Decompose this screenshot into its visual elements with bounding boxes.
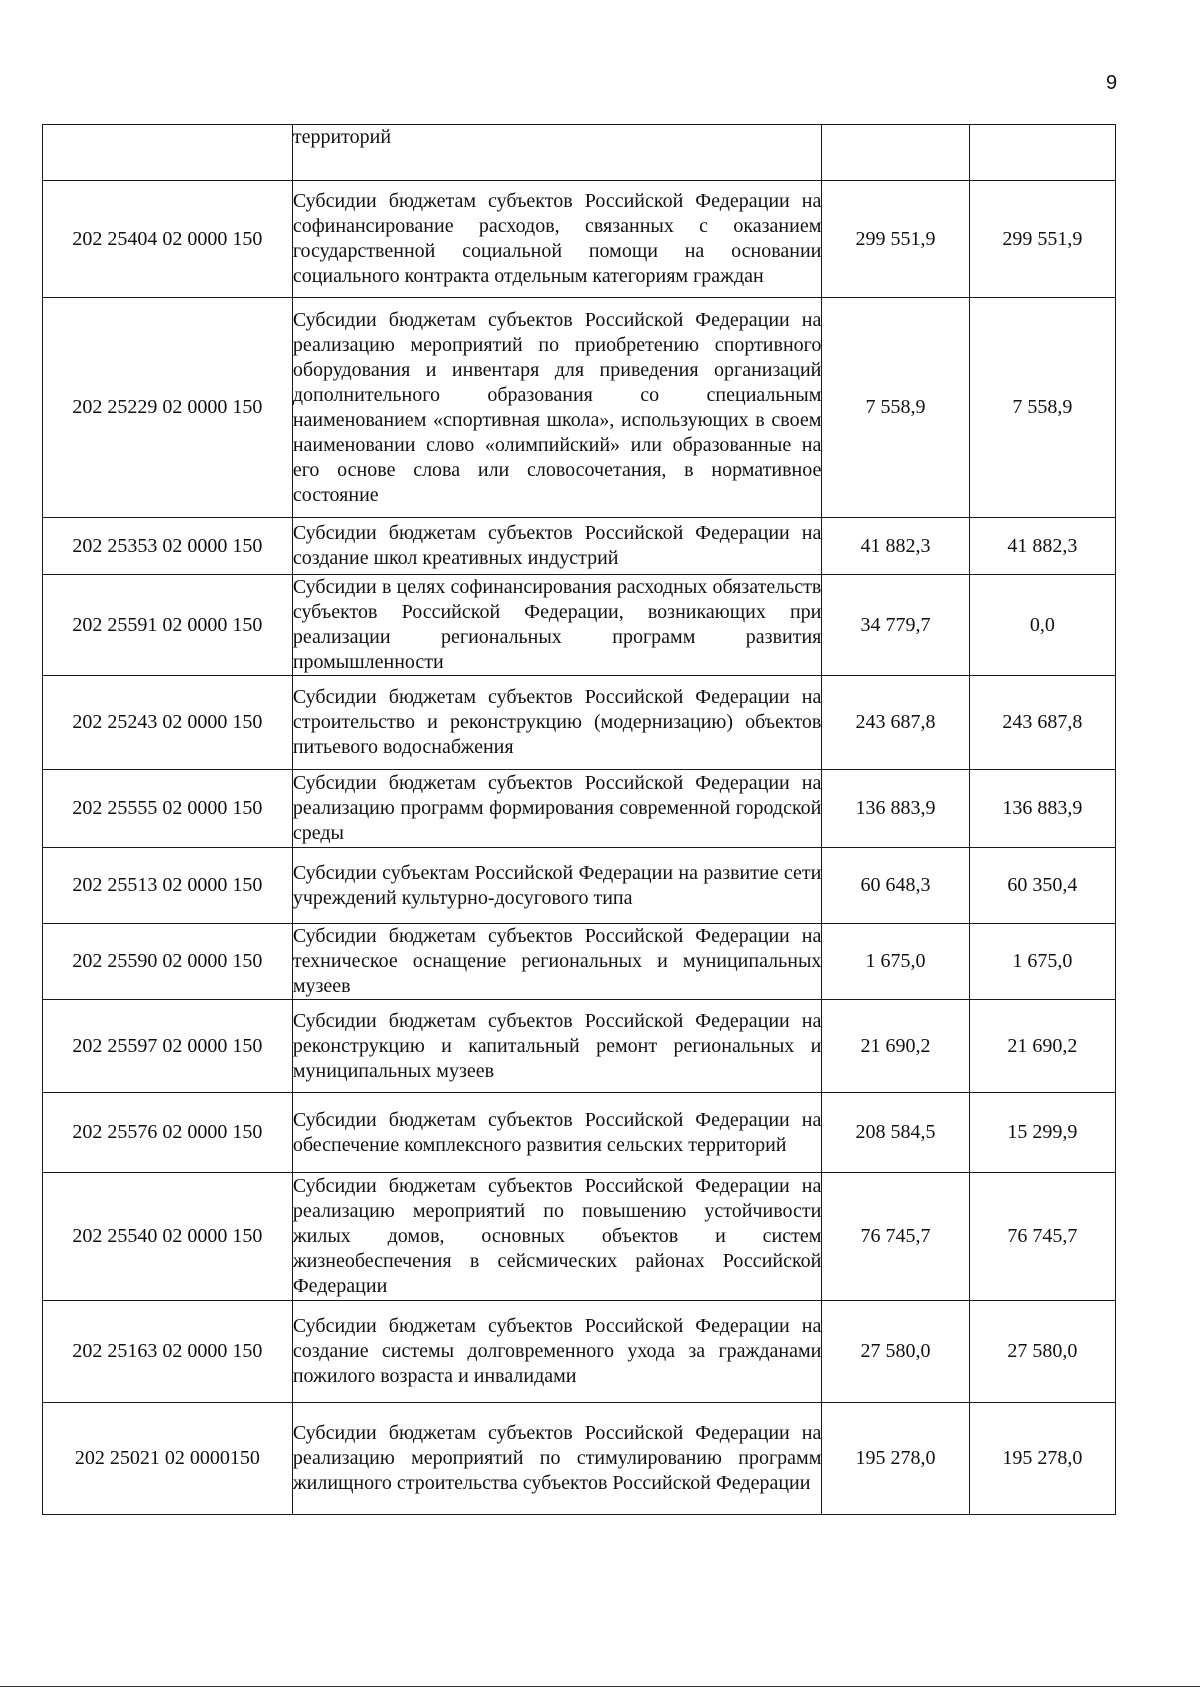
amount-1: 208 584,5	[822, 1093, 969, 1173]
amount-2: 1 675,0	[969, 924, 1115, 1000]
row-description: Субсидии бюджетам субъектов Российской Федерации на создание системы долговременного ухода за гражданами пожилого возраста и инвалидами	[292, 1301, 822, 1403]
budget-code	[43, 125, 293, 181]
amount-1: 1 675,0	[822, 924, 969, 1000]
amount-2: 41 882,3	[969, 518, 1115, 575]
table-row	[43, 1301, 1116, 1403]
amount-2: 299 551,9	[969, 181, 1115, 298]
table-row	[43, 1173, 1116, 1301]
amount-1: 195 278,0	[822, 1403, 969, 1515]
row-description: Субсидии бюджетам субъектов Российской Федерации на обеспечение комплексного развития сельских территорий	[292, 1093, 822, 1173]
amount-1: 41 882,3	[822, 518, 969, 575]
amount-2: 136 883,9	[969, 770, 1115, 848]
budget-code: 202 25243 02 0000 150	[43, 676, 293, 770]
amount-2: 243 687,8	[969, 676, 1115, 770]
table-row	[43, 848, 1116, 924]
table-row	[43, 676, 1116, 770]
amount-2: 7 558,9	[969, 298, 1115, 518]
amount-1: 299 551,9	[822, 181, 969, 298]
table-row	[43, 1000, 1116, 1093]
budget-code: 202 25163 02 0000 150	[43, 1301, 293, 1403]
amount-1: 243 687,8	[822, 676, 969, 770]
amount-1: 34 779,7	[822, 575, 969, 676]
bottom-rule	[0, 1686, 1200, 1687]
table-row	[43, 125, 1116, 181]
row-description: Субсидии бюджетам субъектов Российской Федерации на реализацию программ формирования современной городской среды	[292, 770, 822, 848]
row-description: Субсидии в целях софинансирования расходных обязательств субъектов Российской Федерации, возникающих при реализации региональных программ развития промышленности	[292, 575, 822, 676]
amount-2: 21 690,2	[969, 1000, 1115, 1093]
budget-code: 202 25597 02 0000 150	[43, 1000, 293, 1093]
amount-2	[969, 125, 1115, 181]
amount-2: 27 580,0	[969, 1301, 1115, 1403]
budget-code: 202 25021 02 0000150	[43, 1403, 293, 1515]
row-description: Субсидии бюджетам субъектов Российской Федерации на реализацию мероприятий по приобретению спортивного оборудования и инвентаря для приведения организаций дополнительного образования со специальным наименованием «спортивная школа», использующих в своем наименовании слово «олимпийский» или образованные на его основе слова или словосочетания, в нормативное состояние	[292, 298, 822, 518]
row-description: Субсидии бюджетам субъектов Российской Федерации на техническое оснащение региональных и муниципальных музеев	[292, 924, 822, 1000]
row-description: Субсидии бюджетам субъектов Российской Федерации на создание школ креативных индустрий	[292, 518, 822, 575]
row-description: Субсидии бюджетам субъектов Российской Федерации на реализацию мероприятий по стимулированию программ жилищного строительства субъектов Российской Федерации	[292, 1403, 822, 1515]
amount-2: 60 350,4	[969, 848, 1115, 924]
budget-code: 202 25590 02 0000 150	[43, 924, 293, 1000]
amount-2: 76 745,7	[969, 1173, 1115, 1301]
table-row	[43, 924, 1116, 1000]
table-row	[43, 518, 1116, 575]
row-description: Субсидии субъектам Российской Федерации на развитие сети учреждений культурно-досугового типа	[292, 848, 822, 924]
row-description: территорий	[292, 125, 822, 181]
table-row	[43, 181, 1116, 298]
amount-1	[822, 125, 969, 181]
budget-code: 202 25404 02 0000 150	[43, 181, 293, 298]
amount-2: 195 278,0	[969, 1403, 1115, 1515]
amount-1: 7 558,9	[822, 298, 969, 518]
budget-code: 202 25591 02 0000 150	[43, 575, 293, 676]
row-description: Субсидии бюджетам субъектов Российской Федерации на реконструкцию и капитальный ремонт региональных и муниципальных музеев	[292, 1000, 822, 1093]
budget-code: 202 25540 02 0000 150	[43, 1173, 293, 1301]
budget-code: 202 25353 02 0000 150	[43, 518, 293, 575]
table-row	[43, 1093, 1116, 1173]
row-description: Субсидии бюджетам субъектов Российской Федерации на софинансирование расходов, связанных с оказанием государственной социальной помощи на основании социального контракта отдельным категориям граждан	[292, 181, 822, 298]
row-description: Субсидии бюджетам субъектов Российской Федерации на строительство и реконструкцию (модернизацию) объектов питьевого водоснабжения	[292, 676, 822, 770]
budget-code: 202 25555 02 0000 150	[43, 770, 293, 848]
amount-1: 27 580,0	[822, 1301, 969, 1403]
budget-code: 202 25229 02 0000 150	[43, 298, 293, 518]
table-row	[43, 1403, 1116, 1515]
amount-1: 136 883,9	[822, 770, 969, 848]
table-row	[43, 770, 1116, 848]
amount-2: 0,0	[969, 575, 1115, 676]
table-row	[43, 298, 1116, 518]
budget-code: 202 25576 02 0000 150	[43, 1093, 293, 1173]
budget-code: 202 25513 02 0000 150	[43, 848, 293, 924]
amount-1: 60 648,3	[822, 848, 969, 924]
table-row	[43, 575, 1116, 676]
budget-table	[42, 124, 1116, 1515]
amount-1: 76 745,7	[822, 1173, 969, 1301]
amount-2: 15 299,9	[969, 1093, 1115, 1173]
page-number: 9	[1106, 72, 1118, 94]
amount-1: 21 690,2	[822, 1000, 969, 1093]
row-description: Субсидии бюджетам субъектов Российской Федерации на реализацию мероприятий по повышению устойчивости жилых домов, основных объектов и систем жизнеобеспечения в сейсмических районах Российской Федерации	[292, 1173, 822, 1301]
